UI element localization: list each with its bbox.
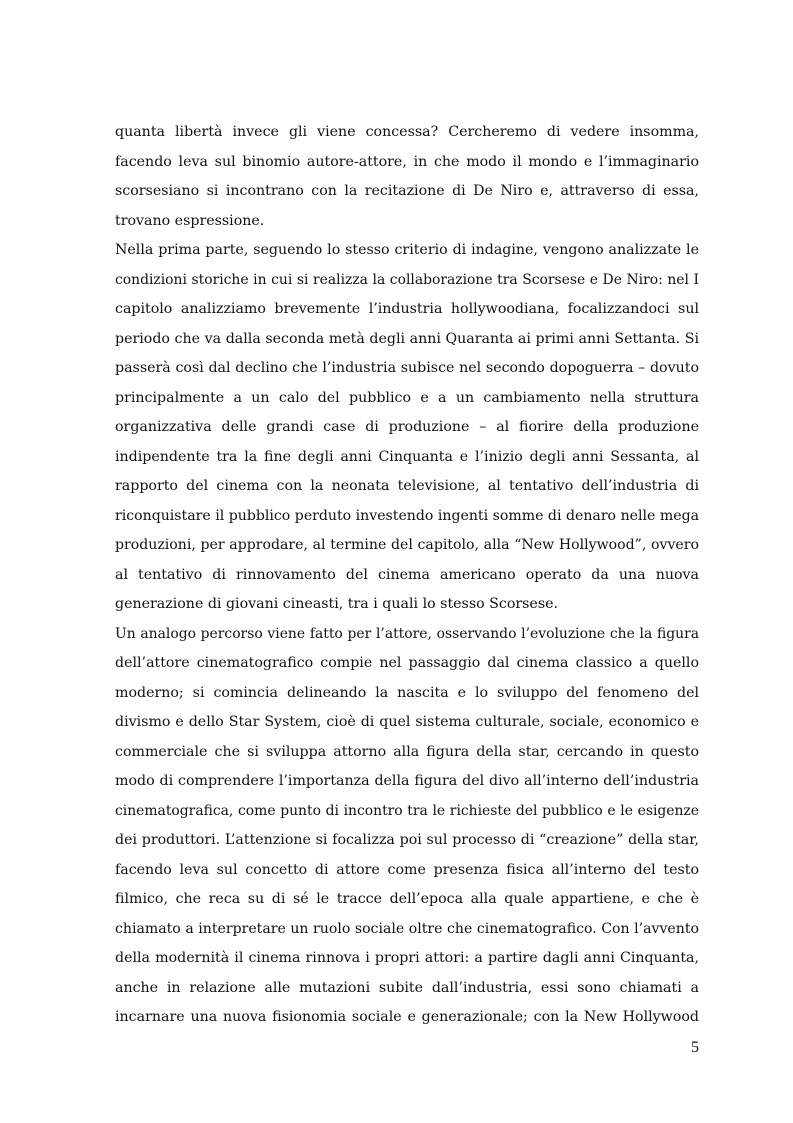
paragraph (115, 118, 699, 236)
text-line: quanta libertà invece gli viene concessa? Cercheremo di vedere insomma, (115, 124, 699, 140)
text-line: divismo e dello Star System, cioè di quel sistema culturale, sociale, economico e (115, 714, 699, 730)
text-line: commerciale che si sviluppa attorno alla figura della star, cercando in questo (115, 743, 699, 760)
text-line: capitolo analizziamo brevemente l’industria hollywoodiana, focalizzandoci sul (115, 301, 699, 317)
body-text (115, 118, 699, 1033)
text-line: condizioni storiche in cui si realizza la collaborazione tra Scorsese e De Niro: nel I (115, 271, 699, 288)
text-line: filmico, che reca su di sé le tracce dell’epoca alla quale appartiene, e che è (115, 891, 699, 907)
paragraph (115, 236, 699, 620)
text-line: trovano espressione. (115, 212, 265, 229)
text-line: dell’attore cinematografico compie nel passaggio dal cinema classico a quello (115, 655, 699, 671)
text-line: anche in relazione alle mutazioni subite dall’industria, essi sono chiamati a (115, 979, 699, 996)
text-line: facendo leva sul binomio autore-attore, in che modo il mondo e l’immaginario (115, 153, 699, 170)
paragraph (115, 620, 699, 1033)
text-line: riconquistare il pubblico perduto investendo ingenti somme di denaro nelle mega (115, 507, 699, 524)
text-line: Un analogo percorso viene fatto per l’attore, osservando l’evoluzione che la figura (115, 625, 699, 642)
text-line: principalmente a un calo del pubblico e a un cambiamento nella struttura (115, 389, 699, 406)
text-line: dei produttori. L’attenzione si focalizza poi sul processo di “creazione” della star, (115, 832, 699, 848)
text-line: al tentativo di rinnovamento del cinema americano operato da una nuova (115, 566, 699, 583)
text-line: scorsesiano si incontrano con la recitazione di De Niro e, attraverso di essa, (115, 183, 699, 199)
text-line: passerà così dal declino che l’industria subisce nel secondo dopoguerra – dovuto (115, 360, 699, 376)
text-line: periodo che va dalla seconda metà degli anni Quaranta ai primi anni Settanta. Si (115, 330, 699, 347)
text-line: moderno; si comincia delineando la nascita e lo sviluppo del fenomeno del (115, 684, 699, 701)
text-line: indipendente tra la fine degli anni Cinquanta e l’inizio degli anni Sessanta, al (115, 448, 699, 465)
page-number: 5 (691, 1039, 699, 1056)
text-line: Nella prima parte, seguendo lo stesso criterio di indagine, vengono analizzate le (115, 242, 699, 258)
text-line: incarnare una nuova fisionomia sociale e generazionale; con la New Hollywood (115, 1009, 699, 1025)
text-line: della modernità il cinema rinnova i propri attori: a partire dagli anni Cinquanta, (115, 950, 699, 966)
text-line: cinematografica, come punto di incontro tra le richieste del pubblico e le esigenze (115, 802, 699, 819)
text-line: organizzativa delle grandi case di produzione – al fiorire della produzione (115, 419, 699, 435)
text-line: chiamato a interpretare un ruolo sociale oltre che cinematografico. Con l’avvento (115, 920, 699, 937)
text-line: facendo leva sul concetto di attore come presenza fisica all’interno del testo (115, 861, 699, 878)
text-line: rapporto del cinema con la neonata televisione, al tentativo dell’industria di (115, 478, 699, 494)
text-line: produzioni, per approdare, al termine del capitolo, alla “New Hollywood”, ovvero (115, 537, 699, 553)
text-line: modo di comprendere l’importanza della figura del divo all’interno dell’industria (115, 773, 699, 789)
text-line: generazione di giovani cineasti, tra i quali lo stesso Scorsese. (115, 596, 559, 612)
